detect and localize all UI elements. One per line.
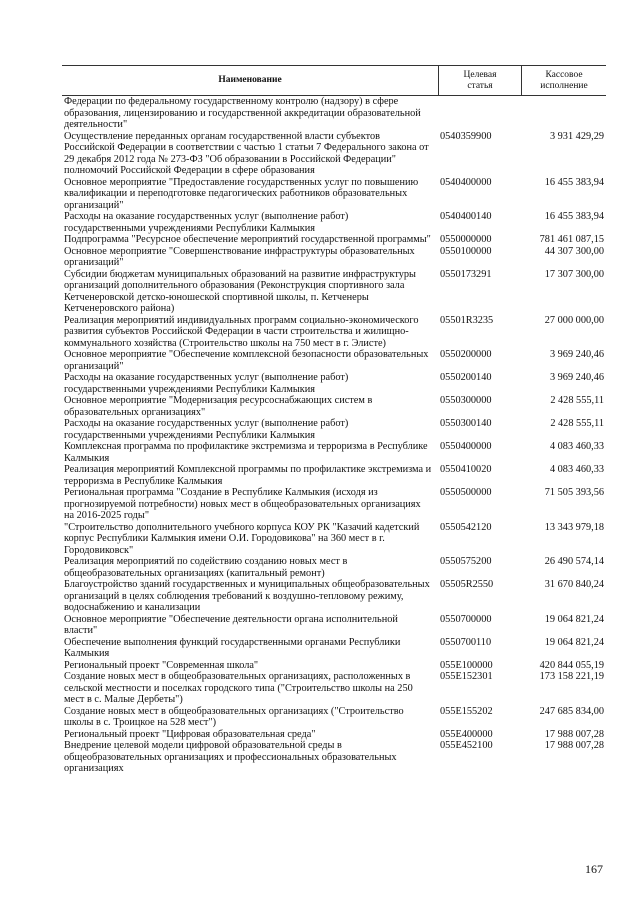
row-amount: 173 158 221,19 [539,671,604,682]
row-code: 0550700000 [440,613,492,625]
row-name: Региональный проект "Цифровая образовательная среда" [64,728,316,740]
row-code: 0550542120 [440,521,492,533]
row-amount: 17 988 007,28 [544,728,604,740]
row-code: 05501R3235 [440,314,494,326]
row-code: 0550700110 [440,636,492,648]
row-amount: 16 455 383,94 [544,176,604,188]
row-code: 0550000000 [440,234,492,245]
row-name: Региональный проект "Современная школа" [64,659,259,671]
row-name: Расходы на оказание государственных услуг (выполнение работ) государственными учреждениями Республики Калмыкия [64,418,349,441]
row-code: 0550575200 [440,556,492,567]
table-row [64,395,604,418]
row-name: Осуществление переданных органам государственной власти субъектов Российской Федерации в соответствии с частью 1 статьи 7 Федерального закона от 29 декабря 2012 года № 273-ФЗ "Об образовании в Российской Федерации" полномочий Российской Федерации в сфере образования [64,130,429,176]
row-amount: 27 000 000,00 [544,314,604,326]
row-code: 055E452100 [440,740,493,751]
row-amount: 3 969 240,46 [549,372,604,383]
table-row [64,234,604,246]
row-amount: 31 670 840,24 [544,579,604,590]
row-name: Подпрограмма "Ресурсное обеспечение мероприятий государственной программы" [64,234,431,245]
row-amount: 19 064 821,24 [544,613,604,625]
row-name: Основное мероприятие "Предоставление государственных услуг по повышению квалификации и переподготовке педагогических работников образовательных организаций" [64,176,419,211]
header-amount: Кассовое исполнение [540,69,588,91]
row-name: Внедрение целевой модели цифровой образовательной среды в общеобразовательных организациях и профессиональных образовательных организациях [64,740,397,774]
table-row [64,740,604,775]
table-row [64,729,604,741]
row-code: 0540400000 [440,176,492,188]
table-row [64,614,604,637]
row-code: 055E152301 [440,671,493,682]
table-row [64,487,604,522]
table-row [64,441,604,464]
row-amount: 44 307 300,00 [544,245,604,257]
table-row [64,706,604,729]
table-row [64,522,604,557]
row-amount: 19 064 821,24 [544,636,604,648]
table-row [64,211,604,234]
row-name: Основное мероприятие "Обеспечение деятельности органа исполнительной власти" [64,613,398,636]
row-amount: 13 343 979,18 [544,521,604,533]
row-amount: 2 428 555,11 [550,395,604,406]
row-code: 0550500000 [440,487,492,498]
row-amount: 16 455 383,94 [544,211,604,222]
row-name: Расходы на оказание государственных услуг (выполнение работ) государственными учреждениями Республики Калмыкия [64,211,349,234]
header-code: Целевая статья [463,69,497,91]
row-code: 0540359900 [440,130,492,142]
row-code: 0550100000 [440,245,492,257]
row-amount: 247 685 834,00 [539,705,604,717]
row-name: Основное мероприятие "Обеспечение комплексной безопасности образовательных организаций" [64,349,429,372]
row-name: Расходы на оказание государственных услуг (выполнение работ) государственными учреждениями Республики Калмыкия [64,372,349,395]
row-name: "Строительство дополнительного учебного корпуса КОУ РК "Казачий кадетский корпус Республики Калмыкия имени О.И. Городовикова" на 360 мест в г. Городовиковск" [64,521,420,556]
table-row [64,372,604,395]
row-code: 0550200140 [440,372,492,383]
row-code: 0550200000 [440,349,492,360]
table-row [64,269,604,315]
row-name: Субсидии бюджетам муниципальных образований на развитие инфраструктуры организаций дополнительного образования (Реконструкция спортивного зала Кетченеровской детско-юношеской спортивной школы, п. Кетченеры Кетченеровского района) [64,268,416,314]
row-amount: 17 307 300,00 [544,268,604,280]
row-name: Региональная программа "Создание в Республике Калмыкия (исходя из прогнозируемой потребности) новых мест в общеобразовательных организациях на 2016-2025 годы" [64,487,421,521]
row-name: Основное мероприятие "Совершенствование инфраструктуры образовательных организаций" [64,245,415,268]
row-name: Благоустройство зданий государственных и муниципальных общеобразовательных организаций в целях соблюдения требований к воздушно-тепловому режиму, водоснабжению и канализации [64,579,430,613]
row-name: Комплексная программа по профилактике экстремизма и терроризма в Республике Калмыкия [64,441,428,464]
table-row [64,418,604,441]
table-row [64,177,604,212]
table-row [64,671,604,706]
row-code: 055E155202 [440,705,493,717]
row-code: 0550300140 [440,418,492,429]
row-name: Реализация мероприятий Комплексной программы по профилактике экстремизма и терроризма в Республике Калмыкия [64,464,432,487]
table-body [64,96,604,775]
table-row [64,246,604,269]
table-row [64,660,604,672]
table-row [64,349,604,372]
row-name: Реализация мероприятий по содействию созданию новых мест в общеобразовательных организациях (капитальный ремонт) [64,556,348,579]
table-row [64,556,604,579]
row-name: Обеспечение выполнения функций государственными органами Республики Калмыкия [64,636,401,659]
row-code: 05505R2550 [440,579,494,590]
row-code: 055E100000 [440,659,493,671]
row-code: 0540400140 [440,211,492,222]
row-amount: 3 969 240,46 [549,349,604,360]
row-amount: 420 844 055,19 [539,659,604,671]
table-row [64,96,604,131]
row-code: 0550300000 [440,395,492,406]
row-name: Федерации по федеральному государственному контролю (надзору) в сфере образования, лицензированию и государственной аккредитации образовательной деятельности" [64,96,421,130]
row-amount: 26 490 574,14 [544,556,604,567]
row-amount: 2 428 555,11 [550,418,604,429]
row-amount: 17 988 007,28 [544,740,604,751]
page-number: 167 [585,862,603,876]
table-row [64,637,604,660]
row-code: 0550173291 [440,268,492,280]
row-name: Основное мероприятие "Модернизация ресурсоснабжающих систем в образовательных организациях" [64,395,373,418]
table-header [62,65,606,96]
table-row [64,579,604,614]
row-amount: 71 505 393,56 [544,487,604,498]
row-amount: 3 931 429,29 [549,130,604,142]
header-name: Наименование [218,75,282,85]
row-name: Создание новых мест в общеобразовательных организациях, расположенных в сельской местности и поселках городского типа ("Строительство школы на 250 мест в с. Малые Дербеты") [64,671,413,705]
table-row [64,464,604,487]
row-code: 0550410020 [440,464,492,475]
table-row [64,131,604,177]
table-row [64,315,604,350]
row-code: 0550400000 [440,441,492,452]
row-amount: 4 083 460,33 [549,441,604,452]
row-name: Реализация мероприятий индивидуальных программ социально-экономического развития субъектов Российской Федерации в части строительства и жилищно-коммунального хозяйства (Строительство школы на 750 мест в г. Элисте) [64,314,419,349]
row-name: Создание новых мест в общеобразовательных организациях ("Строительство школы в с. Троицкое на 528 мест") [64,705,404,728]
row-amount: 4 083 460,33 [549,464,604,475]
row-code: 055E400000 [440,728,493,740]
row-amount: 781 461 087,15 [539,234,604,245]
